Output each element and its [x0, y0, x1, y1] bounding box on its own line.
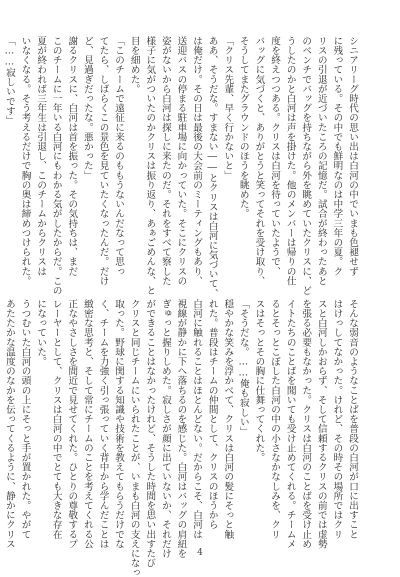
text-line: れた。普段はチームの仲間として、クリスのほうから — [206, 299, 218, 530]
text-line: 目を細めた。 — [128, 36, 140, 94]
text-line: 「そうだな。……俺も寂しい」 — [237, 299, 249, 437]
text-line: 穏やかな笑みを浮かべて、クリスは白河の髪にそっと触 — [222, 299, 234, 539]
text-line: スと白河しかおらず、そして信頼するクリスの前では虚勢 — [315, 299, 327, 549]
text-line: 取った。野球に関する知識や技術を教えてもらうだけでな — [113, 299, 125, 549]
text-line: ぎゅっと握りしめた。寂しさが顔に出ていないか、それだけ — [159, 299, 171, 559]
text-line: クリスと同じチームにいられたことが、いまも白河の支えになっ — [128, 299, 140, 577]
text-line: 姿がないから白河は探しに来たのだ。それをすべて察した — [159, 36, 171, 286]
page-number: 4 — [197, 548, 203, 558]
text-line: に残っている。その中でも鮮明なのは中学三年の夏。ク — [331, 36, 343, 276]
text-line: 送迎バスの停まる駐車場に向かっていた。そこにクリスの — [175, 36, 187, 286]
text-line: を張る必要もなかった。クリスは白河のことばを受け止め — [300, 299, 312, 549]
text-line: 緻密な思考と、そして常にチームのことを考えてくれる公 — [81, 299, 93, 549]
text-line: るとそっとこぼした白河の中の小さなかなしみを、クリ — [269, 299, 281, 539]
text-line: スはそっとその胸に仕舞ってくれた。 — [253, 299, 265, 463]
text-line: ああ、そうだな。すまない――とクリスは白河に気づいて、 — [206, 36, 218, 298]
text-line: ができることはなかったけれど、そうした時間を思い出すたび — [144, 299, 156, 568]
text-line: 正なやさしさを間近で見せてくれた。ひとりの尊敬するプ — [66, 299, 78, 549]
text-line: あたたかな温度のなかを伝ってくるように、静かにクリス — [3, 299, 15, 549]
text-line: うつむいた白河の頭の上にそっと手が置かれた。やがて — [19, 299, 31, 539]
text-line: 視線が静かに下へ落ちるのを感じた。白河はバッグの肩紐を — [175, 299, 187, 559]
text-line: てたら、しばらくこの景色を見ていたくなったんだ。だけ — [97, 36, 109, 286]
text-line: 夏が終われば三年生は引退し、このチームからクリスは — [35, 36, 47, 276]
text-line: は俺だけ。その日は最後の大会前のミーティングもあり、 — [191, 36, 203, 286]
text-line: そんな弱音のようなことばを普段の白河が口に出すこと — [347, 299, 358, 539]
text-line: はけっしてなかった。けれど、その時その場所ではクリ — [331, 299, 343, 539]
text-line: 様子に気がついたのかクリスは振り返り、あぁごめんな、と — [144, 36, 156, 296]
text-line: バッグに気づくと、ありがとうと笑ってそれを受け取り、 — [253, 36, 265, 286]
text-line: く、チームを力強く引っ張っていく背中から学んだことは — [97, 299, 109, 549]
text-block-upper — [3, 36, 360, 298]
text-line: そうしてまたグラウンドのほうを眺めた。 — [237, 36, 249, 219]
text-line: ど、見過ぎだったな。悪かった」 — [81, 36, 93, 180]
text-line: イトたちのことばを聞いても受け止めてくれる。チームメ — [284, 299, 296, 549]
text-line: 謝るクリスに、白河は首を振った。その気持ちは、まだ — [66, 36, 78, 276]
text-line: 「……寂しいです」 — [3, 36, 15, 126]
text-line: リスの引退が近づいたころの記憶だ。試合が終わったあと — [315, 36, 327, 286]
text-block-lower — [3, 299, 360, 577]
text-line: シニアリーグ時代の思い出は白河の中でいまも色褪せず — [347, 36, 358, 276]
text-line: になっていた。 — [35, 299, 47, 367]
text-line: このチームに一年いる白河にもわかる気がしたからだ。この — [50, 36, 62, 296]
text-line: 度を終えつつある。クリスは白河を待っていたようで、 — [269, 36, 281, 276]
text-line: 「クリス先輩、早く行かないと」 — [222, 36, 234, 180]
text-line: のベンチでバッグを持ちながら外を眺めていたクリスに、ど — [300, 36, 312, 296]
text-line: いなくなる。そう考えるだけで胸の奥は締めつけられた。 — [19, 36, 31, 286]
text-line: レーヤーとして、クリスは白河の中でとても大きな存在 — [50, 299, 62, 539]
text-line: 白河に触れることはほとんどない。だからこそ、白河は — [191, 299, 203, 539]
text-line: 「このチームで遠征に来るのももうないんだなって思っ — [113, 36, 125, 276]
text-line: うしたのかと白河は声を掛けた。他のメンバーは帰りの仕 — [284, 36, 296, 286]
